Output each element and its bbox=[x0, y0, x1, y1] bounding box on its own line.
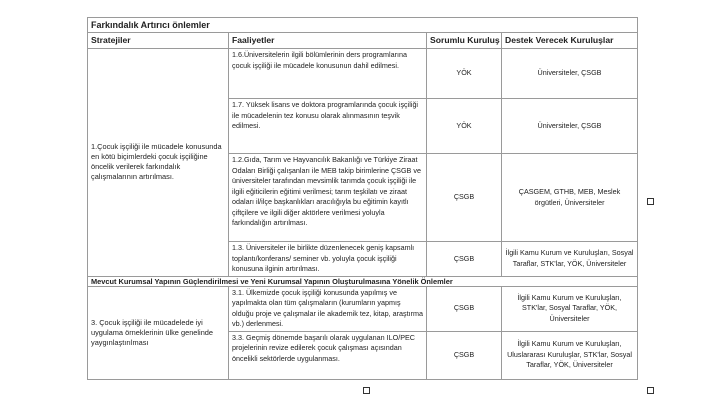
supporting-cell: ÇASGEM, GTHB, MEB, Meslek örgütleri, Üniversiteler bbox=[502, 154, 638, 242]
responsible-cell: ÇSGB bbox=[427, 242, 502, 277]
strategy-cell-1: 1.Çocuk işçiliği ile mücadele konusunda en kötü biçimlerdeki çocuk işçiliğine öncelik verilerek farkındalık çalışmalarının artırılması. bbox=[88, 49, 229, 277]
activity-cell: 1.7. Yüksek lisans ve doktora programlarında çocuk işçiliği ile mücadelenin tez konusu olarak alınmasının teşvik edilmesi. bbox=[229, 99, 427, 154]
header-activities: Faaliyetler bbox=[229, 33, 427, 49]
responsible-cell: YÖK bbox=[427, 99, 502, 154]
activity-cell: 1.3. Üniversiteler ile birlikte düzenlenecek geniş kapsamlı toplantı/konferans/ seminer vb. yoluyla çocuk işçiliği konusuna ilginin artırılması. bbox=[229, 242, 427, 277]
responsible-cell: YÖK bbox=[427, 49, 502, 99]
supporting-cell: Üniversiteler, ÇSGB bbox=[502, 99, 638, 154]
table-row bbox=[88, 49, 638, 99]
header-strategies: Stratejiler bbox=[88, 33, 229, 49]
activity-cell: 3.3. Geçmiş dönemde başarılı olarak uygulanan ILO/PEC projelerinin revize edilerek çocuk çalışması açısından öncelikli sektörlerde uygulanması. bbox=[229, 331, 427, 379]
supporting-cell: Üniversiteler, ÇSGB bbox=[502, 49, 638, 99]
resize-handle-bottom[interactable] bbox=[363, 387, 370, 394]
section-row bbox=[88, 276, 638, 286]
responsible-cell: ÇSGB bbox=[427, 154, 502, 242]
responsible-cell: ÇSGB bbox=[427, 331, 502, 379]
supporting-cell: İlgili Kamu Kurum ve Kuruluşları, Uluslararası Kuruluşlar, STK'lar, Sosyal Taraflar, YÖK, Üniversiteler bbox=[502, 331, 638, 379]
responsible-cell: ÇSGB bbox=[427, 286, 502, 331]
supporting-cell: İlgili Kamu Kurum ve Kuruluşları, STK'lar, Sosyal Taraflar, YÖK, Üniversiteler bbox=[502, 286, 638, 331]
table-title-row bbox=[88, 18, 638, 33]
activity-cell: 1.6.Üniversitelerin ilgili bölümlerinin ders programlarına çocuk işçiliği ile mücadele konusunun dahil edilmesi. bbox=[229, 49, 427, 99]
measures-table bbox=[87, 17, 638, 380]
table-row bbox=[88, 286, 638, 331]
supporting-cell: İlgili Kamu Kurum ve Kuruluşları, Sosyal Taraflar, STK'lar, YÖK, Üniversiteler bbox=[502, 242, 638, 277]
activity-cell: 3.1. Ülkemizde çocuk işçiliği konusunda yapılmış ve yapılmakta olan tüm çalışmaların (kurumların yapmış olduğu proje ve çalışmalar ile akademik tez, kitap, araştırma vb.) derlenmesi. bbox=[229, 286, 427, 331]
header-supporting: Destek Verecek Kuruluşlar bbox=[502, 33, 638, 49]
section-title: Mevcut Kurumsal Yapının Güçlendirilmesi ve Yeni Kurumsal Yapının Oluşturulmasına Yönelik Önlemler bbox=[88, 276, 638, 286]
resize-handle-bottom-right[interactable] bbox=[647, 387, 654, 394]
table-title: Farkındalık Artırıcı önlemler bbox=[88, 18, 638, 33]
activity-cell: 1.2.Gıda, Tarım ve Hayvancılık Bakanlığı ve Türkiye Ziraat Odaları Birliği çalışanları ile MEB takip birimlerine ÇSGB ve üniversiteler tarafından mevsimlik tarımda çocuk işçiliği ile ilgili eğiticilerin eğitimi verilmesi; tarım teşkilatı ve ziraat odaları il/ilçe başkanlıkları aracılığıyla bu eğitimin kayıtlı çiftçilere ve ilgili diğer aktörlere verilmesi yoluyla farkındalığın artırılması. bbox=[229, 154, 427, 242]
table-header-row bbox=[88, 33, 638, 49]
header-responsible: Sorumlu Kuruluş bbox=[427, 33, 502, 49]
resize-handle-right[interactable] bbox=[647, 198, 654, 205]
strategy-cell-3: 3. Çocuk işçiliği ile mücadelede iyi uygulama örneklerinin ülke genelinde yaygınlaştırılması bbox=[88, 286, 229, 379]
